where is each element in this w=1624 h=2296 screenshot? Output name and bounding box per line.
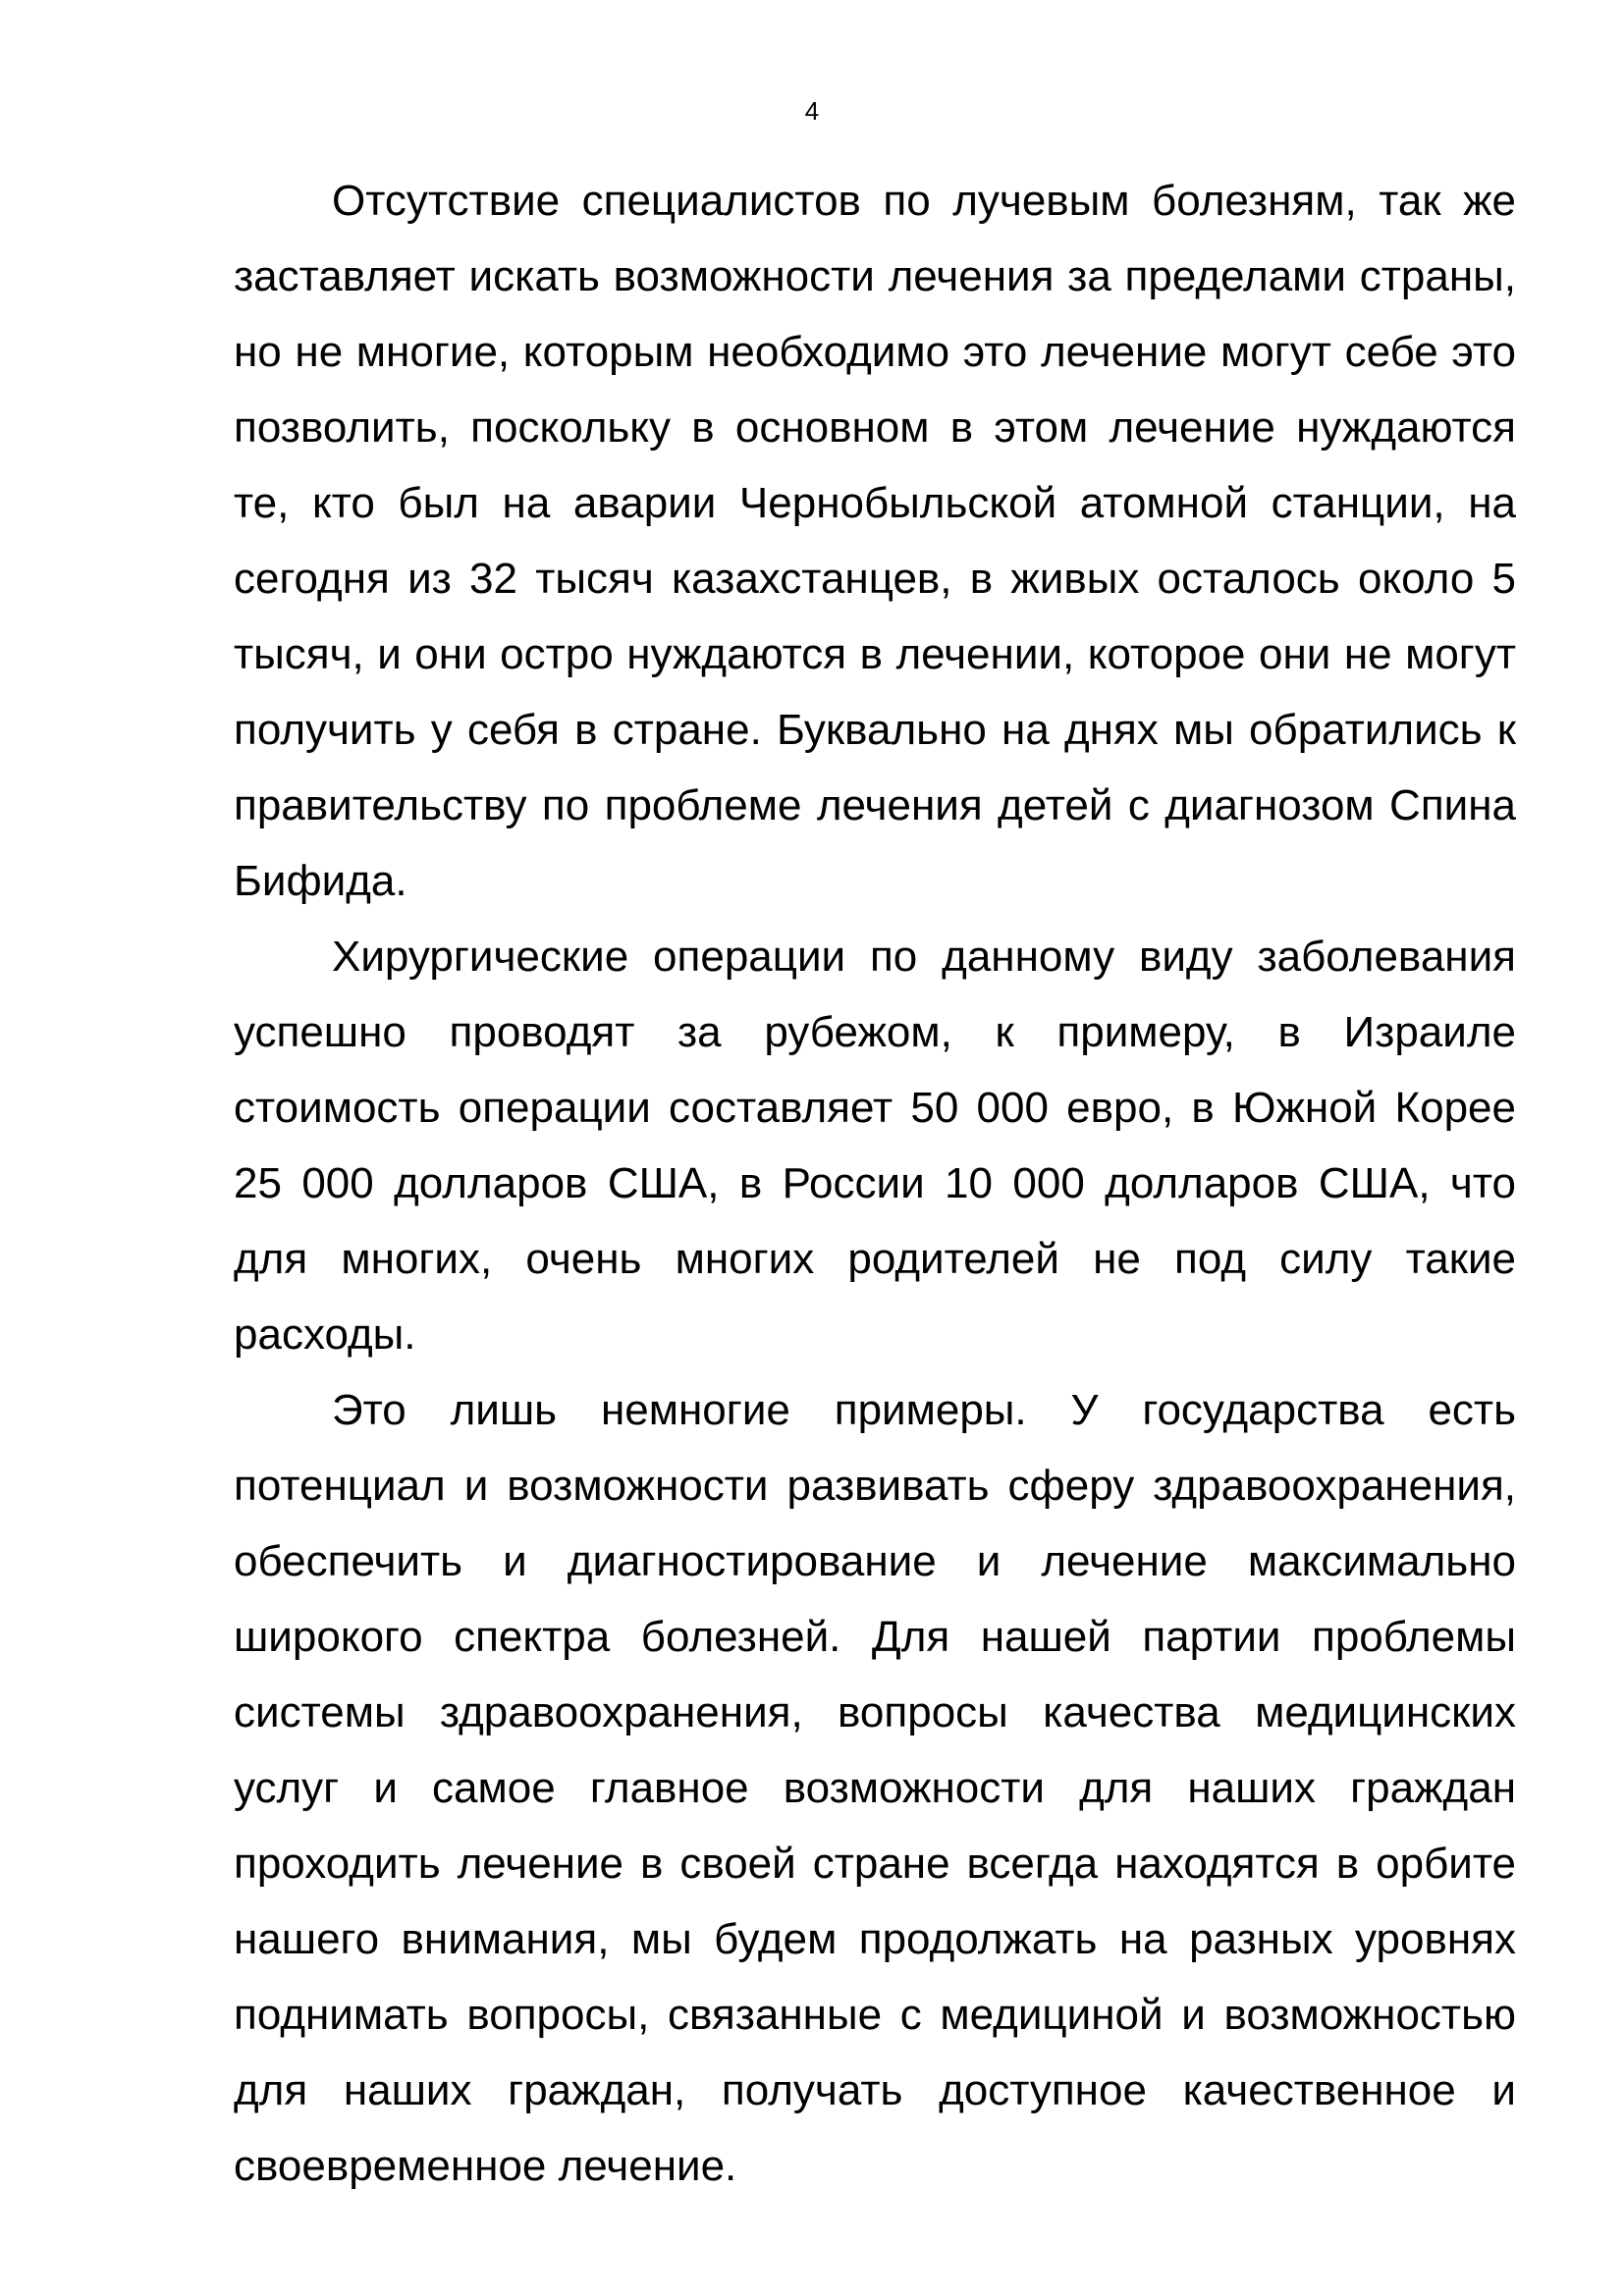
paragraph-surgical-operations: Хирургические операции по данному виду заболевания успешно проводят за рубежом, к примеру, в Израиле стоимость операции составляет 50 000 евро, в Южной Корее 25 000 долларов США, в России 10 000 долларов США, что для многих, очень многих родителей не под силу такие расходы. <box>234 933 1516 1359</box>
paragraph-healthcare-potential: Это лишь немногие примеры. У государства есть потенциал и возможности развивать сферу здравоохранения, обеспечить и диагностирование и лечение максимально широкого спектра болезней. Для нашей партии проблемы системы здравоохранения, вопросы качества медицинских услуг и самое главное возможности для наших граждан проходить лечение в своей стране всегда находятся в орбите нашего внимания, мы будем продолжать на разных уровнях поднимать вопросы, связанные с медициной и возможностью для наших граждан, получать доступное качественное и своевременное лечение. <box>234 1386 1516 2190</box>
document-body <box>234 163 1516 2204</box>
page-number: 4 <box>804 96 820 126</box>
paragraph-radiation-specialists: Отсутствие специалистов по лучевым болезням, так же заставляет искать возможности лечения за пределами страны, но не многие, которым необходимо это лечение могут себе это позволить, поскольку в основном в этом лечение нуждаются те, кто был на аварии Чернобыльской атомной станции, на сегодня из 32 тысяч казахстанцев, в живых осталось около 5 тысяч, и они остро нуждаются в лечении, которое они не могут получить у себя в стране. Буквально на днях мы обратились к правительству по проблеме лечения детей с диагнозом Спина Бифида. <box>234 177 1516 905</box>
